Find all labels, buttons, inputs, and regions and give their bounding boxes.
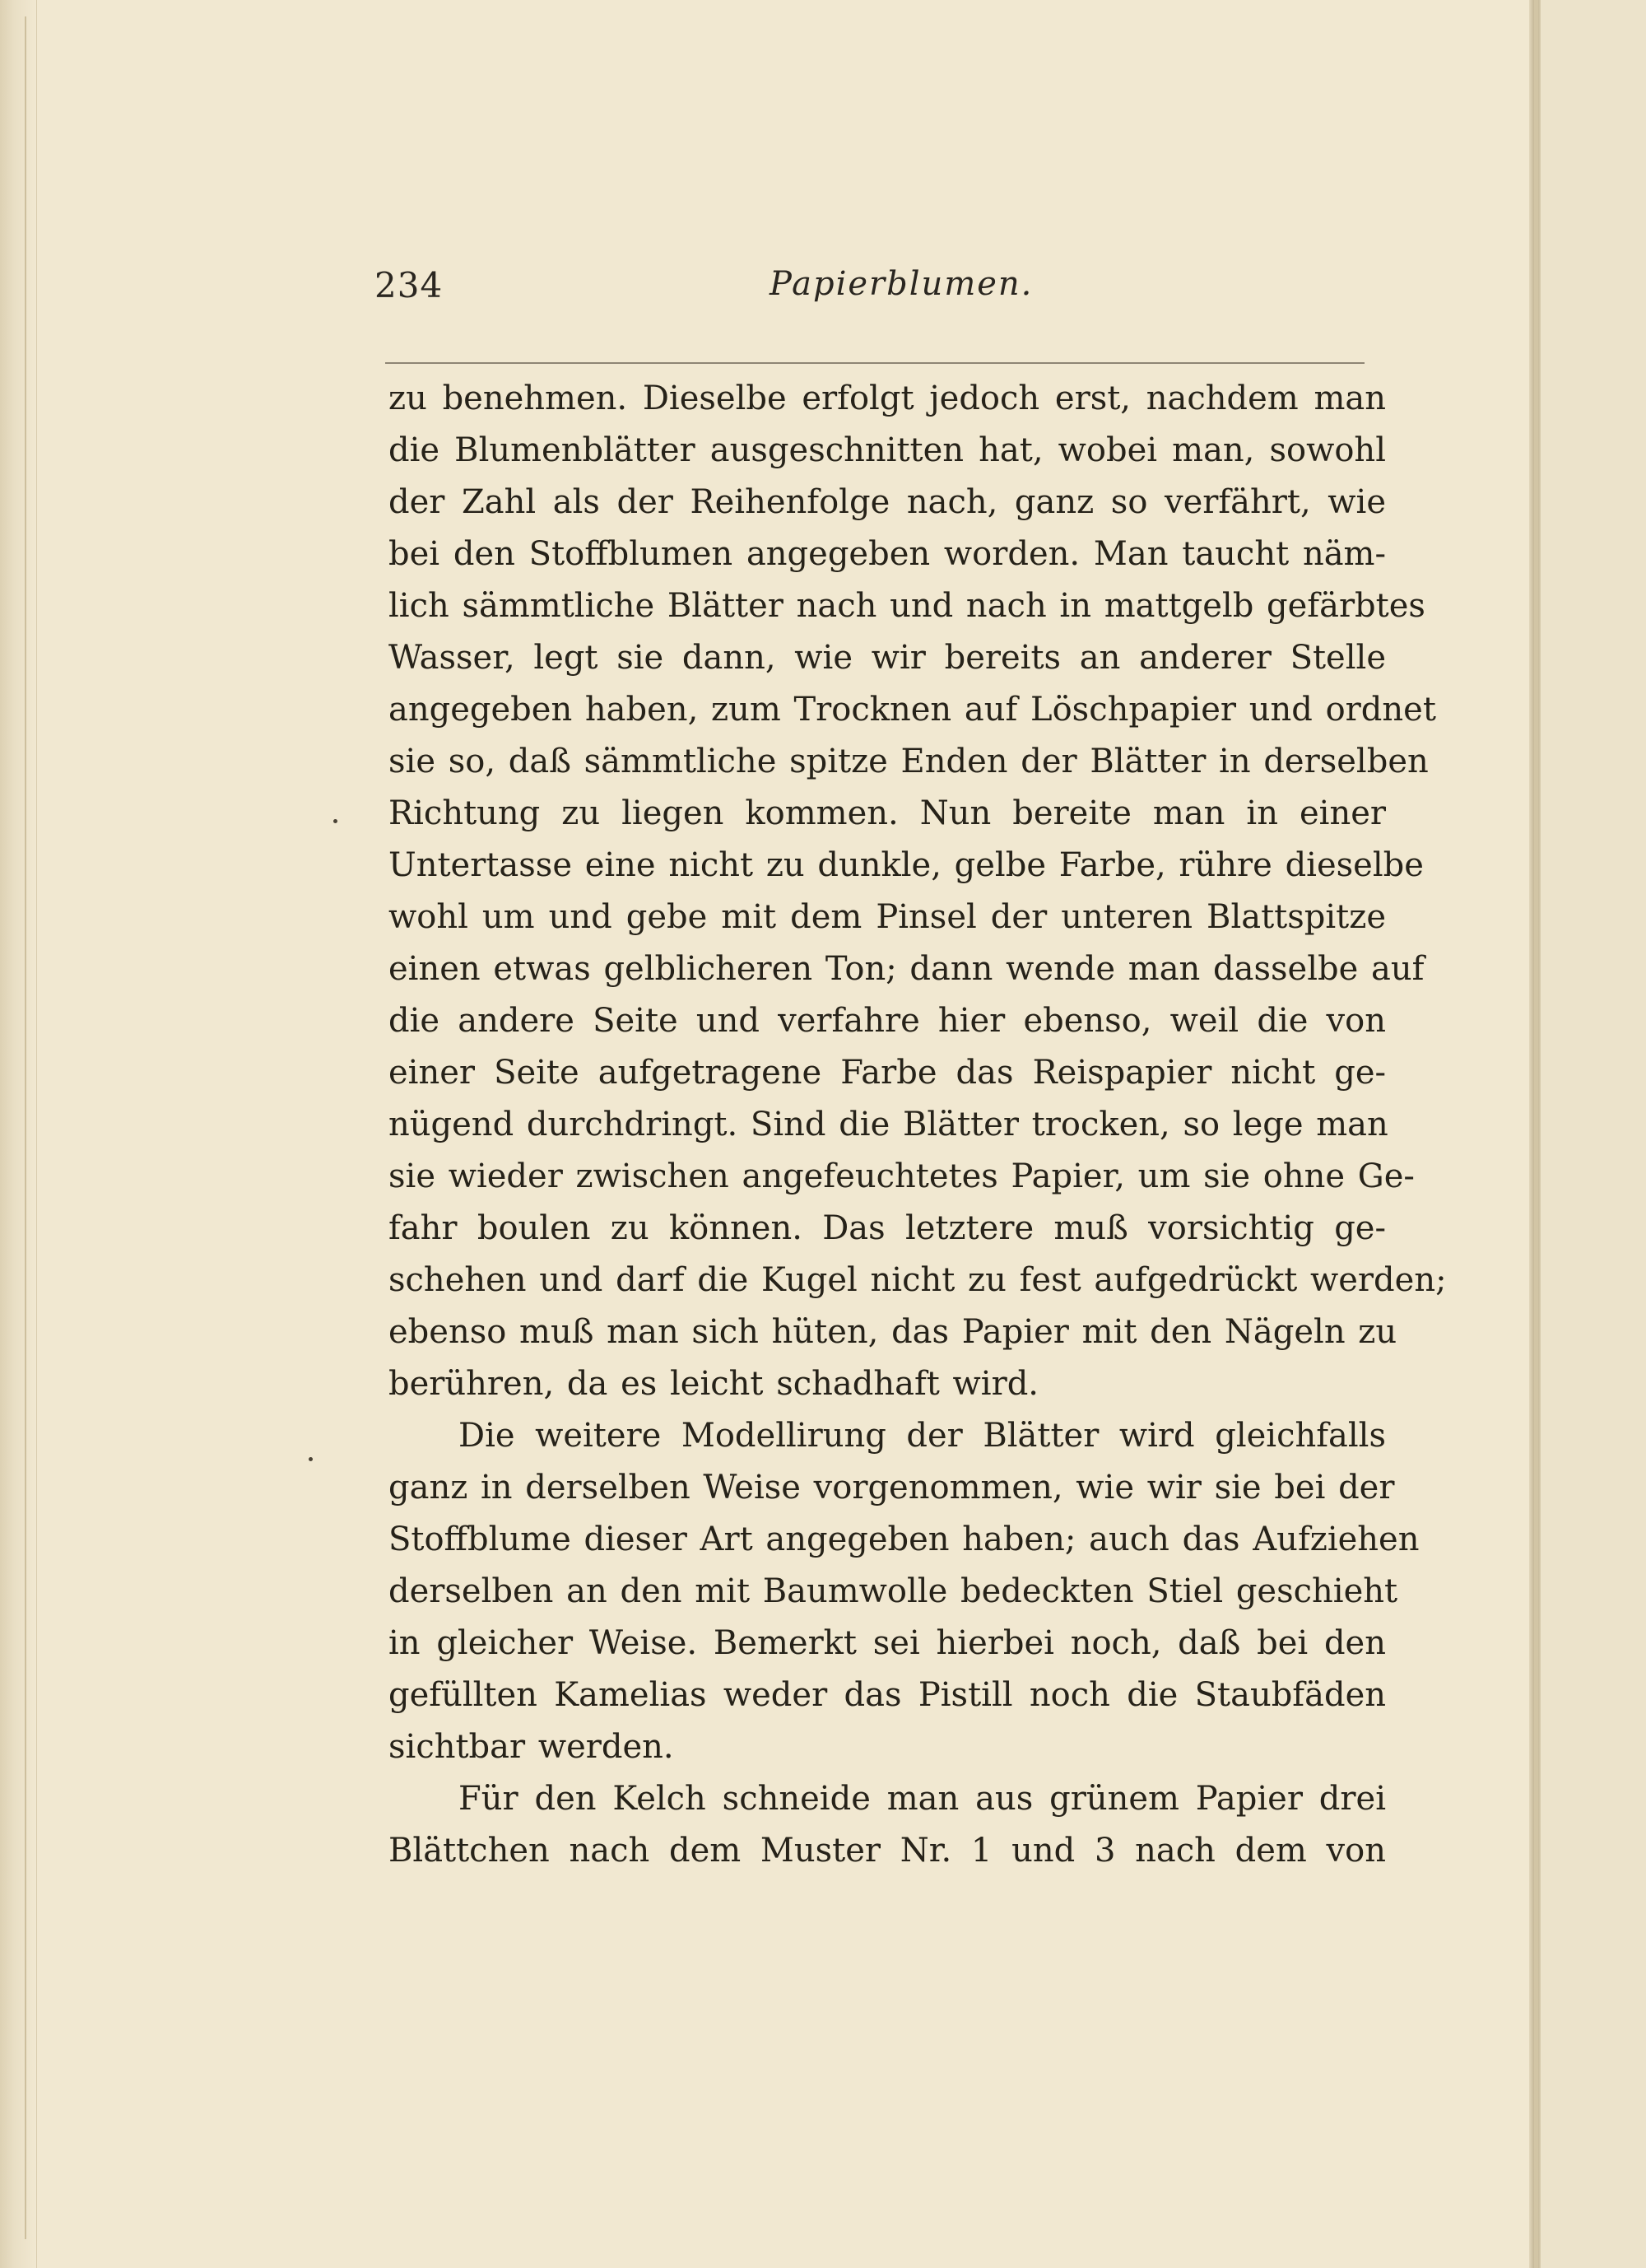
text-line: zu benehmen. Dieselbe erfolgt jedoch erst, nachdem man: [388, 380, 1386, 417]
text-line: in gleicher Weise. Bemerkt sei hierbei noch, daß bei den: [388, 1624, 1386, 1662]
margin-mark: [309, 1457, 313, 1461]
text-line: Stoffblume dieser Art angegeben haben; auch das Aufziehen: [388, 1521, 1420, 1558]
text-line: lich sämmtliche Blätter nach und nach in mattgelb gefärbtes: [388, 587, 1425, 625]
text-line: sichtbar werden.: [388, 1728, 674, 1766]
text-line: Die weitere Modellirung der Blätter wird gleichfalls: [458, 1417, 1386, 1455]
binding-line: [25, 16, 26, 2239]
text-line: gefüllten Kamelias weder das Pistill noch die Staubfäden: [388, 1676, 1386, 1714]
text-line: die Blumenblätter ausgeschnitten hat, wobei man, sowohl: [388, 431, 1386, 469]
margin-mark: [333, 819, 337, 823]
text-line: wohl um und gebe mit dem Pinsel der unteren Blattspitze: [388, 898, 1386, 936]
page-number: 234: [374, 265, 444, 305]
header-rule: [385, 362, 1365, 364]
body-text: [388, 373, 1447, 1877]
text-line: Für den Kelch schneide man aus grünem Papier drei: [458, 1780, 1386, 1818]
text-line: sie so, daß sämmtliche spitze Enden der Blätter in derselben: [388, 743, 1429, 780]
running-head-title: Papierblumen.: [770, 265, 1034, 303]
text-line: der Zahl als der Reihenfolge nach, ganz so verfährt, wie: [388, 483, 1386, 521]
page-binding-edge: [0, 0, 37, 2268]
text-line: ebenso muß man sich hüten, das Papier mit den Nägeln zu: [388, 1313, 1397, 1351]
text-line: Blättchen nach dem Muster Nr. 1 und 3 nach dem von: [388, 1832, 1386, 1870]
text-line: fahr boulen zu können. Das letztere muß vorsichtig ge-: [388, 1209, 1386, 1247]
text-line: Richtung zu liegen kommen. Nun bereite man in einer: [388, 794, 1386, 832]
text-line: ganz in derselben Weise vorgenommen, wie wir sie bei der: [388, 1469, 1395, 1507]
adjacent-page: [1541, 0, 1646, 2268]
text-line: nügend durchdringt. Sind die Blätter trocken, so lege man: [388, 1106, 1388, 1143]
text-line: die andere Seite und verfahre hier ebenso, weil die von: [388, 1002, 1386, 1040]
text-line: einer Seite aufgetragene Farbe das Reispapier nicht ge-: [388, 1054, 1386, 1092]
text-line: Wasser, legt sie dann, wie wir bereits an anderer Stelle: [388, 639, 1386, 677]
text-line: sie wieder zwischen angefeuchtetes Papier, um sie ohne Ge-: [388, 1157, 1415, 1195]
text-line: angegeben haben, zum Trocknen auf Löschpapier und ordnet: [388, 691, 1436, 729]
text-line: einen etwas gelblicheren Ton; dann wende man dasselbe auf: [388, 950, 1425, 988]
text-line: schehen und darf die Kugel nicht zu fest aufgedrückt werden;: [388, 1261, 1447, 1299]
text-line: derselben an den mit Baumwolle bedeckten Stiel geschieht: [388, 1572, 1398, 1610]
next-page-edge: [1534, 0, 1538, 2268]
text-line: bei den Stoffblumen angegeben worden. Man taucht näm-: [388, 535, 1386, 573]
text-line: Untertasse eine nicht zu dunkle, gelbe Farbe, rühre dieselbe: [388, 846, 1424, 884]
text-line: berühren, da es leicht schadhaft wird.: [388, 1365, 1039, 1403]
